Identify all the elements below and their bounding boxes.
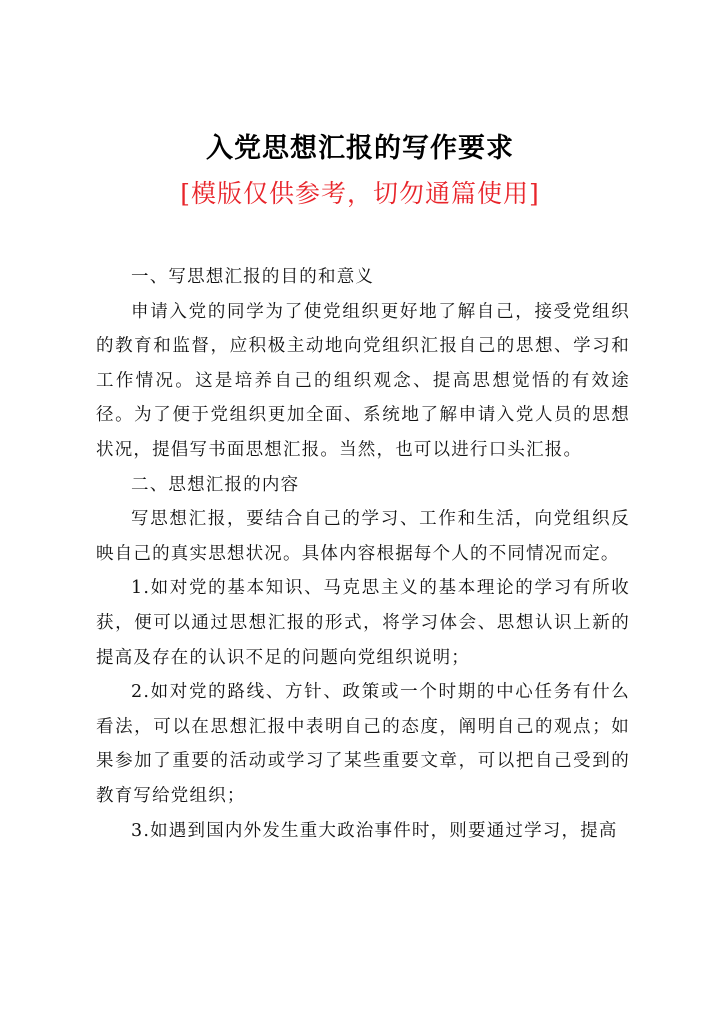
template-notice: [模版仅供参考，切勿通篇使用]: [180, 179, 540, 208]
list-item-2: 2.如对党的路线、方针、政策或一个时期的中心任务有什么看法，可以在思想汇报中表明自己的态度，阐明自己的观点；如果参加了重要的活动或学习了某些重要文章，可以把自己受到的教育写给党组织；: [96, 682, 630, 806]
document-title: 入党思想汇报的写作要求: [206, 133, 514, 164]
list-item-1: 1.如对党的基本知识、马克思主义的基本理论的学习有所收获，便可以通过思想汇报的形式，将学习体会、思想认识上新的提高及存在的认识不足的问题向党组织说明；: [96, 578, 630, 668]
section-heading-1: 一、写思想汇报的目的和意义: [131, 267, 375, 287]
paragraph-2: 写思想汇报，要结合自己的学习、工作和生活，向党组织反映自己的真实思想状况。具体内容根据每个人的不同情况而定。: [96, 509, 630, 564]
document-body: [96, 260, 630, 848]
section-heading-2: 二、思想汇报的内容: [131, 474, 300, 495]
list-item-3: 3.如遇到国内外发生重大政治事件时，则要通过学习，提高: [131, 820, 618, 841]
paragraph-1: 申请入党的同学为了使党组织更好地了解自己，接受党组织的教育和监督，应积极主动地向党组织汇报自己的思想、学习和工作情况。这是培养自己的组织观念、提高思想觉悟的有效途径。为了便于党组织更加全面、系统地了解申请入党人员的思想状况，提倡写书面思想汇报。当然，也可以进行口头汇报。: [96, 301, 630, 460]
